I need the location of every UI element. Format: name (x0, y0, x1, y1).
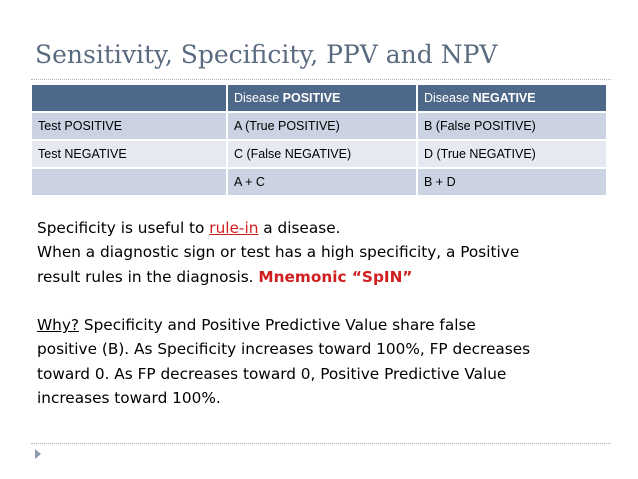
table-row (32, 168, 606, 196)
text-run: Specificity is useful to (37, 219, 210, 237)
text-run: a disease. (258, 219, 341, 237)
text-line: positive (B). As Specificity increases toward 100%, FP decreases (37, 340, 531, 359)
paragraph-spacer (37, 289, 607, 313)
triangle-bullet-icon (35, 449, 41, 459)
header-cell-disease-negative (417, 85, 606, 112)
table-cell: Test POSITIVE (32, 112, 227, 140)
table-cell: A (True POSITIVE) (227, 112, 417, 140)
table-cell: Test NEGATIVE (32, 140, 227, 168)
text-line: result rules in the diagnosis. (37, 267, 259, 286)
why-link[interactable]: Why? (37, 316, 79, 335)
slide-title: Sensitivity, Specificity, PPV and NPV (35, 40, 498, 69)
paragraph-rule-in (37, 216, 607, 240)
table-header-row (32, 85, 606, 112)
table-cell: B (False POSITIVE) (417, 112, 606, 140)
header-emphasis: POSITIVE (282, 91, 341, 105)
header-emphasis: NEGATIVE (472, 91, 536, 105)
paragraph-high-specificity (37, 240, 607, 289)
table-row (32, 140, 606, 168)
sensitivity-specificity-table (32, 85, 606, 197)
table-cell (32, 168, 227, 196)
header-cell-empty (32, 85, 227, 112)
table-cell: A + C (227, 168, 417, 196)
text-line: toward 0. As FP decreases toward 0, Positive Predictive Value (37, 364, 507, 383)
mnemonic-spin: Mnemonic “SpIN” (258, 267, 413, 286)
footer-divider (31, 443, 611, 444)
paragraph-why (37, 313, 607, 410)
rule-in-link[interactable]: rule-in (209, 219, 259, 237)
slide-body (37, 216, 607, 410)
text-line: When a diagnostic sign or test has a high specificity, a Positive (37, 243, 520, 262)
table-row (32, 112, 606, 140)
title-divider (31, 79, 611, 80)
header-prefix: Disease (424, 91, 473, 105)
table-cell: C (False NEGATIVE) (227, 140, 417, 168)
header-cell-disease-positive (227, 85, 417, 112)
table-cell: B + D (417, 168, 606, 196)
table-cell: D (True NEGATIVE) (417, 140, 606, 168)
text-run: Specificity and Positive Predictive Value share false (79, 316, 476, 335)
header-prefix: Disease (234, 91, 283, 105)
text-line: increases toward 100%. (37, 389, 221, 408)
